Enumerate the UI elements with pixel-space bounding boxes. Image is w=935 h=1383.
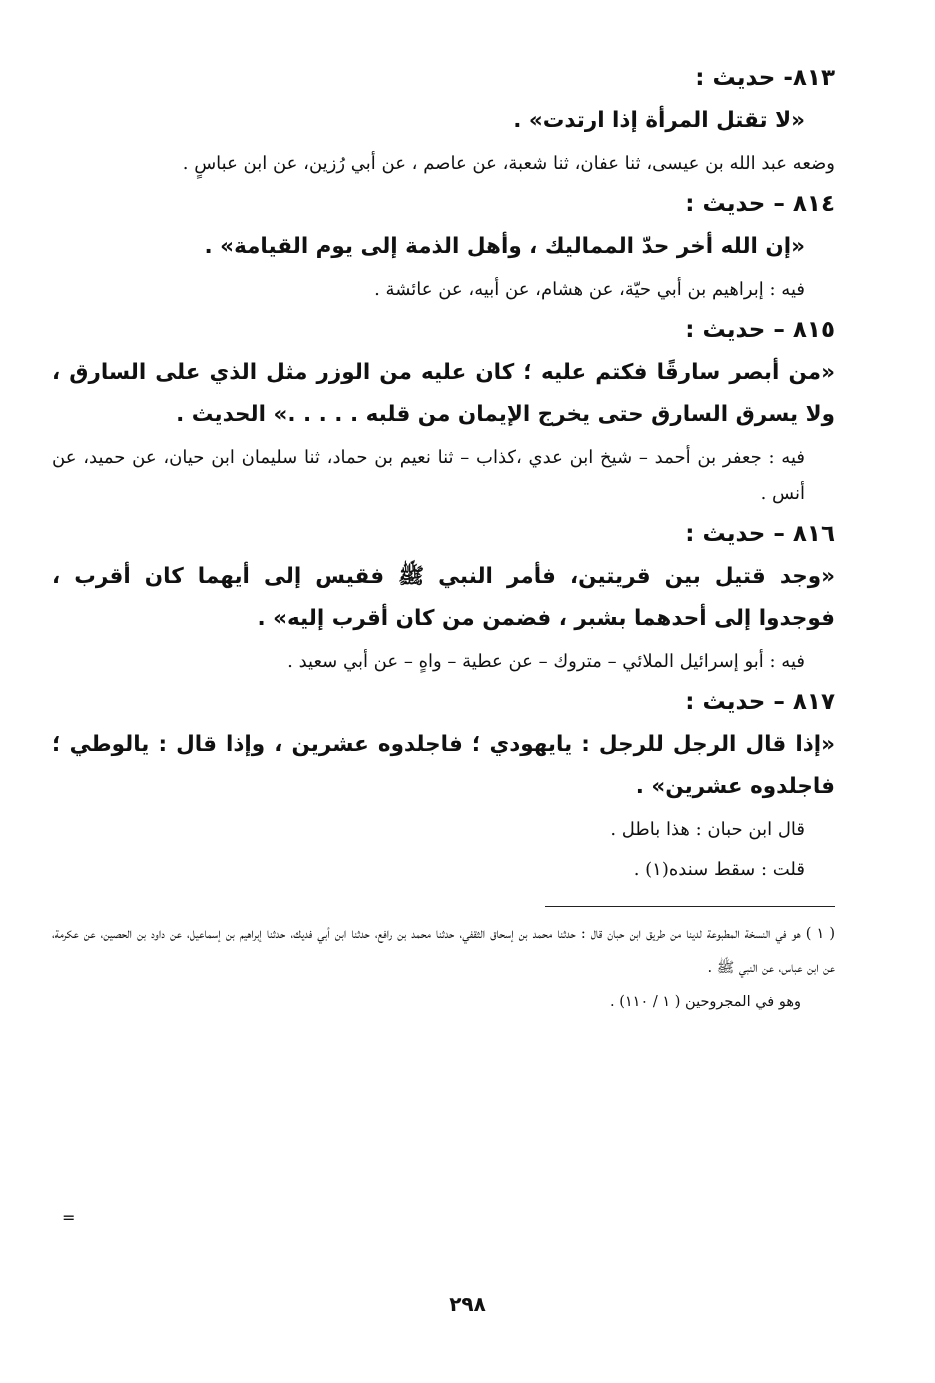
hadith-heading: ٨١٣- حديث : bbox=[695, 65, 835, 91]
continuation-mark: = bbox=[62, 1208, 76, 1227]
hadith-entry-814 bbox=[52, 186, 835, 308]
hadith-entry-817 bbox=[52, 684, 835, 888]
footnote-text: ( ١ ) هو في النسخة المطبوعة لدينا من طريق ابن حبان قال : حدثنا محمد بن إسحاق الثقفي، حدثنا محمد بن رافع، حدثنا ابن أبي فديك، حدثنا إبراهيم بن إسماعيل، عن داود بن الحصين، عن عكرمة، عن ابن عباس، عن النبي ﷺ . bbox=[52, 926, 835, 976]
hadith-commentary: قلت : سقط سنده(١) . bbox=[633, 859, 805, 880]
page-number: ٢٩٨ bbox=[449, 1292, 486, 1316]
hadith-entry-813 bbox=[52, 60, 835, 182]
hadith-text: «وجد قتيل بين قريتين، فأمر النبي ﷺ فقيس إلى أيهما كان أقرب ، فوجدوا إلى أحدهما بشبر ، فضمن من كان أقرب إليه» . bbox=[52, 564, 835, 631]
hadith-commentary: وضعه عبد الله بن عيسى، ثنا عفان، ثنا شعبة، عن عاصم ، عن أبي رُزين، عن ابن عباسٍ . bbox=[182, 153, 835, 174]
footnote-text: وهو في المجروحين ( ١ / ١١٠) . bbox=[610, 994, 801, 1010]
hadith-entry-816 bbox=[52, 516, 835, 680]
hadith-commentary: قال ابن حبان : هذا باطل . bbox=[610, 819, 805, 840]
hadith-text: «من أبصر سارقًا فكتم عليه ؛ كان عليه من الوزر مثل الذي على السارق ، ولا يسرق السارق حتى يخرج الإيمان من قلبه . . . . .» الحديث . bbox=[52, 360, 835, 427]
hadith-commentary: فيه : إبراهيم بن أبي حيّة، عن هشام، عن أبيه، عن عائشة . bbox=[374, 279, 805, 300]
hadith-text: «إن الله أخر حدّ المماليك ، وأهل الذمة إلى يوم القيامة» . bbox=[204, 234, 805, 259]
hadith-heading: ٨١٦ – حديث : bbox=[685, 521, 835, 547]
hadith-heading: ٨١٥ – حديث : bbox=[685, 317, 835, 343]
hadith-entry-815 bbox=[52, 312, 835, 512]
hadith-heading: ٨١٧ – حديث : bbox=[685, 689, 835, 715]
hadith-commentary: فيه : أبو إسرائيل الملائي – متروك – عن عطية – واهٍ – عن أبي سعيد . bbox=[287, 651, 805, 672]
hadith-text: «إذا قال الرجل للرجل : يايهودي ؛ فاجلدوه عشرين ، وإذا قال : يالوطي ؛ فاجلدوه عشرين» . bbox=[52, 732, 835, 799]
hadith-commentary: فيه : جعفر بن أحمد – شيخ ابن عدي ،كذاب – ثنا نعيم بن حماد، ثنا سليمان ابن حيان، عن حميد، عن أنس . bbox=[52, 447, 805, 504]
hadith-text: «لا تقتل المرأة إذا ارتدت» . bbox=[513, 108, 805, 133]
footnotes bbox=[52, 917, 835, 1019]
hadith-heading: ٨١٤ – حديث : bbox=[685, 191, 835, 217]
footnote-divider bbox=[545, 906, 835, 907]
